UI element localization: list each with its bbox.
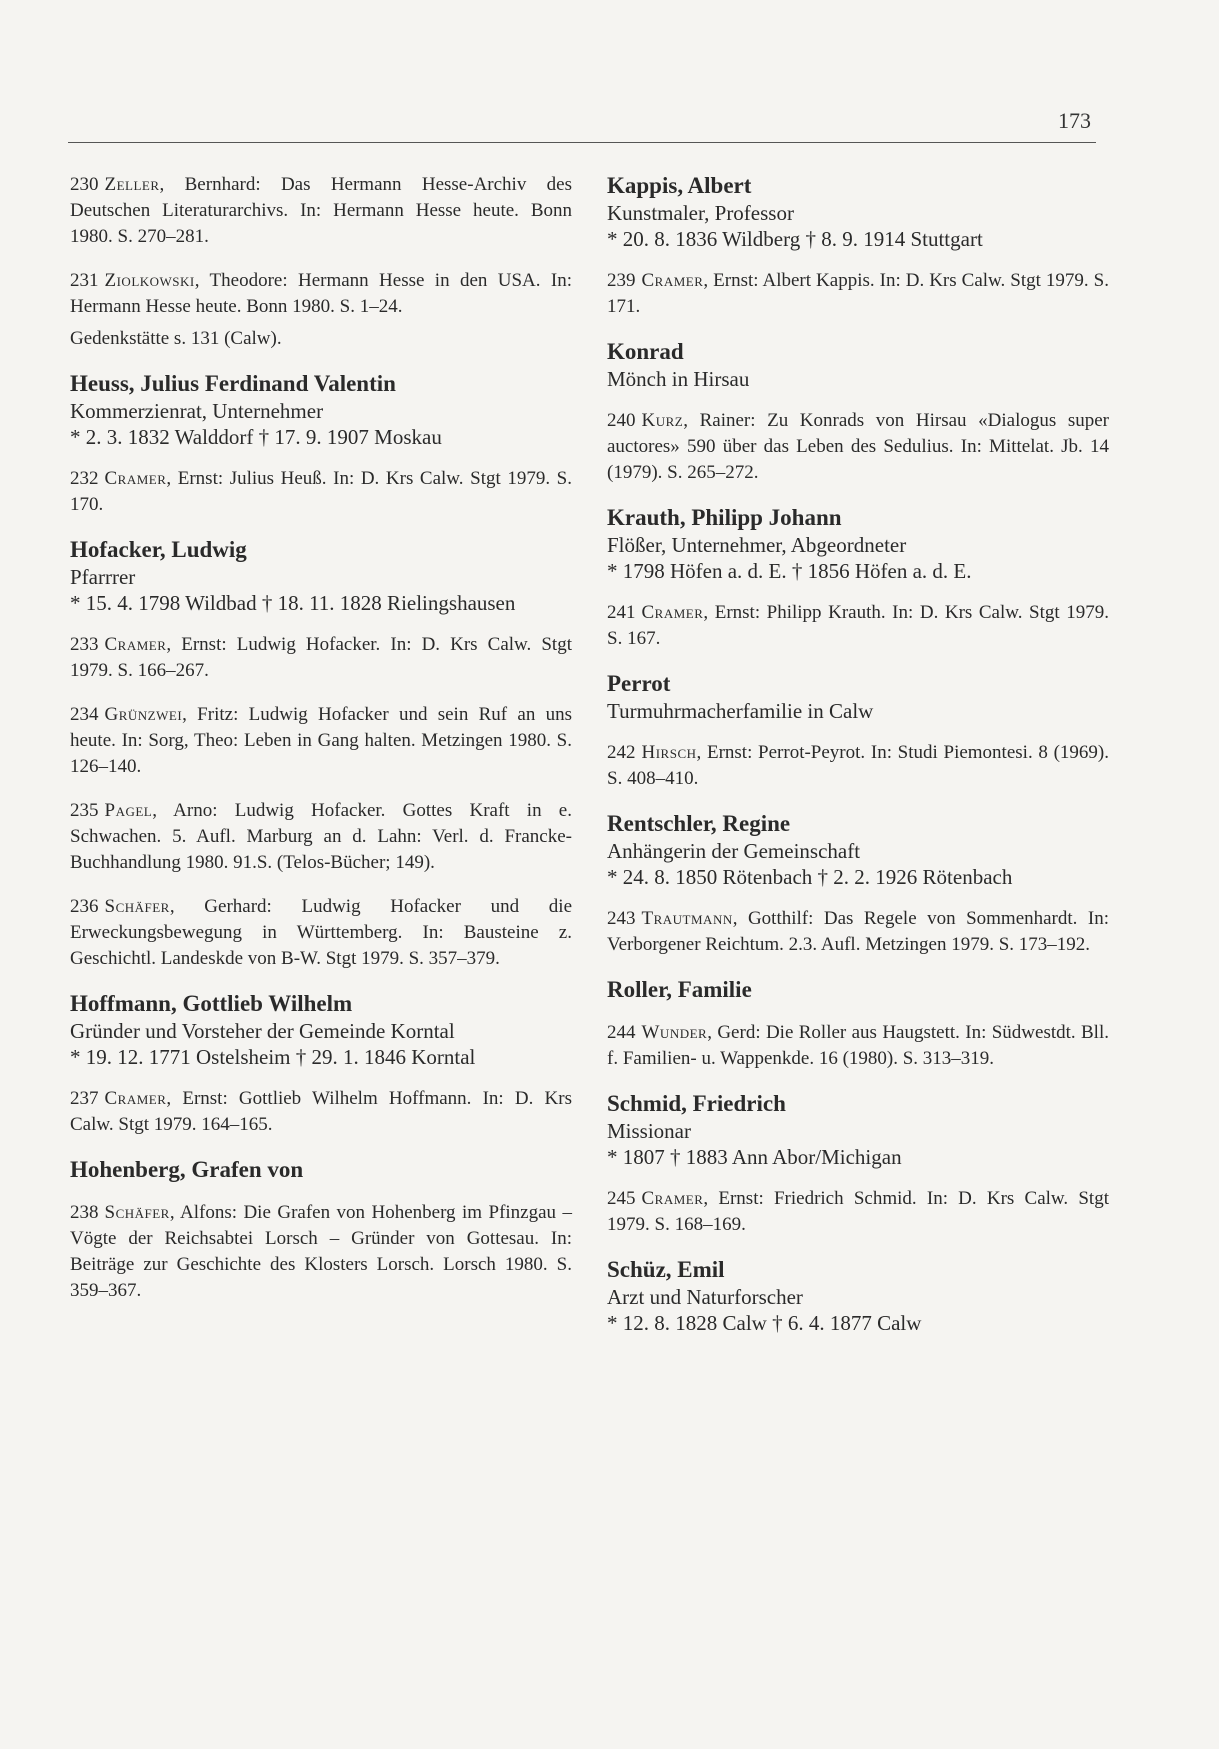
entry-author: Grünzwei	[104, 704, 183, 725]
person-heading	[607, 172, 1109, 252]
person-name: Perrot	[607, 671, 671, 696]
person-role: Kommerzienrat, Unternehmer	[70, 399, 324, 423]
person-heading	[607, 976, 1109, 1004]
person-name: Hofacker, Ludwig	[70, 537, 247, 562]
person-dates: * 20. 8. 1836 Wildberg † 8. 9. 1914 Stuttgart	[607, 227, 983, 251]
entry-text: , Ernst: Philipp Krauth. In: D. Krs Calw. Stgt 1979. S. 167.	[607, 602, 1109, 649]
person-dates: * 24. 8. 1850 Rötenbach † 2. 2. 1926 Rötenbach	[607, 865, 1013, 889]
person-heading	[70, 1156, 572, 1184]
person-role: Gründer und Vorsteher der Gemeinde Korntal	[70, 1019, 455, 1043]
entry-text: , Gerd: Die Roller aus Haugstett. In: Südwestdt. Bll. f. Familien- u. Wappenkde. 16 (1980). S. 313–319.	[607, 1022, 1109, 1069]
person-name: Kappis, Albert	[607, 173, 752, 198]
entry-text: , Theodore: Hermann Hesse in den USA. In: Hermann Hesse heute. Bonn 1980. S. 1–24.	[70, 270, 572, 317]
entry-text: , Gerhard: Ludwig Hofacker und die Erweckungsbewegung in Württemberg. In: Bausteine z. Geschichtl. Landeskde von B-W. Stgt 1979. S. 357–379.	[70, 896, 572, 969]
person-heading	[607, 1090, 1109, 1170]
bibliography-entry	[607, 1020, 1109, 1072]
entry-text: , Ernst: Perrot-Peyrot. In: Studi Piemontesi. 8 (1969). S. 408–410.	[607, 742, 1109, 789]
entry-text: , Ernst: Gottlieb Wilhelm Hoffmann. In: D. Krs Calw. Stgt 1979. 164–165.	[70, 1088, 572, 1135]
entry-number: 230	[70, 174, 99, 195]
person-role: Mönch in Hirsau	[607, 367, 750, 391]
entry-number: 234	[70, 704, 99, 725]
person-heading	[607, 504, 1109, 584]
person-name: Hohenberg, Grafen von	[70, 1157, 304, 1182]
entry-author: Schäfer	[104, 896, 170, 917]
page-number: 173	[1058, 108, 1091, 133]
entry-author: Cramer	[641, 602, 704, 623]
bibliography-entry	[70, 702, 572, 780]
entry-author: Cramer	[104, 468, 167, 489]
person-name: Schüz, Emil	[607, 1257, 725, 1282]
entry-author: Kurz	[641, 410, 684, 431]
person-name: Rentschler, Regine	[607, 811, 791, 836]
person-heading	[70, 990, 572, 1070]
entry-text: , Rainer: Zu Konrads von Hirsau «Dialogus super auctores» 590 über das Leben des Sedulius. In: Mittelat. Jb. 14 (1979). S. 265–272.	[607, 410, 1109, 483]
person-dates: * 15. 4. 1798 Wildbad † 18. 11. 1828 Rielingshausen	[70, 591, 516, 615]
bibliography-entry	[607, 906, 1109, 958]
entry-number: 244	[607, 1022, 636, 1043]
person-dates: * 1798 Höfen a. d. E. † 1856 Höfen a. d. E.	[607, 559, 972, 583]
person-dates: * 19. 12. 1771 Ostelsheim † 29. 1. 1846 Korntal	[70, 1045, 476, 1069]
bibliography-entry	[70, 632, 572, 684]
bibliography-entry	[607, 408, 1109, 486]
entry-text: , Ernst: Albert Kappis. In: D. Krs Calw. Stgt 1979. S. 171.	[607, 270, 1109, 317]
right-column	[607, 172, 1109, 1352]
entry-number: 231	[70, 270, 99, 291]
entry-number: 232	[70, 468, 99, 489]
person-role: Flößer, Unternehmer, Abgeordneter	[607, 533, 907, 557]
bibliography-entry	[70, 1086, 572, 1138]
person-role: Pfarrrer	[70, 565, 136, 589]
entry-text: , Ernst: Ludwig Hofacker. In: D. Krs Calw. Stgt 1979. S. 166–267.	[70, 634, 572, 681]
entry-text: , Arno: Ludwig Hofacker. Gottes Kraft in e. Schwachen. 5. Aufl. Marburg an d. Lahn: Verl. d. Francke-Buchhandlung 1980. 91.S. (Telos-Bücher; 149).	[70, 800, 572, 873]
person-dates: * 2. 3. 1832 Walddorf † 17. 9. 1907 Moskau	[70, 425, 442, 449]
entry-author: Cramer	[641, 1188, 704, 1209]
bibliography-entry	[70, 268, 572, 320]
bibliography-entry	[607, 600, 1109, 652]
entry-number: 237	[70, 1088, 99, 1109]
bibliography-entry	[607, 740, 1109, 792]
person-role: Turmuhrmacherfamilie in Calw	[607, 699, 874, 723]
entry-number: 235	[70, 800, 99, 821]
entry-text: , Fritz: Ludwig Hofacker und sein Ruf an uns heute. In: Sorg, Theo: Leben in Gang halten. Metzingen 1980. S. 126–140.	[70, 704, 572, 777]
entry-text: , Ernst: Julius Heuß. In: D. Krs Calw. Stgt 1979. S. 170.	[70, 468, 572, 515]
entry-text: , Gotthilf: Das Regele von Sommenhardt. In: Verborgener Reichtum. 2.3. Aufl. Metzingen 1979. S. 173–192.	[607, 908, 1109, 955]
entry-author: Schäfer	[104, 1202, 170, 1223]
entry-author: Ziolkowski	[104, 270, 195, 291]
entry-number: 233	[70, 634, 99, 655]
person-role: Anhängerin der Gemeinschaft	[607, 839, 861, 863]
person-heading	[607, 670, 1109, 724]
entry-number: 243	[607, 908, 636, 929]
entry-number: 245	[607, 1188, 636, 1209]
entry-number: 241	[607, 602, 636, 623]
bibliography-entry	[70, 894, 572, 972]
person-name: Roller, Familie	[607, 977, 752, 1002]
entry-text: , Ernst: Friedrich Schmid. In: D. Krs Calw. Stgt 1979. S. 168–169.	[607, 1188, 1109, 1235]
entry-author: Cramer	[641, 270, 704, 291]
entry-author: Cramer	[104, 1088, 167, 1109]
person-heading	[607, 810, 1109, 890]
cross-reference-note: Gedenkstätte s. 131 (Calw).	[70, 328, 282, 349]
entry-number: 240	[607, 410, 636, 431]
bibliography-entry	[70, 466, 572, 518]
person-dates: * 12. 8. 1828 Calw † 6. 4. 1877 Calw	[607, 1311, 922, 1335]
person-name: Heuss, Julius Ferdinand Valentin	[70, 371, 396, 396]
header-rule	[68, 142, 1096, 143]
bibliography-entry	[607, 1186, 1109, 1238]
entry-number: 242	[607, 742, 636, 763]
bibliography-entry	[70, 1200, 572, 1304]
entry-text: , Alfons: Die Grafen von Hohenberg im Pfinzgau – Vögte der Reichsabtei Lorsch – Gründer von Gottesau. In: Beiträge zur Geschichte des Klosters Lorsch. Lorsch 1980. S. 359–367.	[70, 1202, 572, 1301]
person-name: Schmid, Friedrich	[607, 1091, 786, 1116]
bibliography-entry	[70, 798, 572, 876]
person-heading	[70, 536, 572, 616]
person-heading	[607, 338, 1109, 392]
person-name: Krauth, Philipp Johann	[607, 505, 842, 530]
entry-number: 236	[70, 896, 99, 917]
entry-author: Cramer	[104, 634, 167, 655]
entry-text: , Bernhard: Das Hermann Hesse-Archiv des Deutschen Literaturarchivs. In: Hermann Hesse heute. Bonn 1980. S. 270–281.	[70, 174, 572, 247]
person-name: Konrad	[607, 339, 684, 364]
person-role: Missionar	[607, 1119, 691, 1143]
person-role: Arzt und Naturforscher	[607, 1285, 803, 1309]
person-name: Hoffmann, Gottlieb Wilhelm	[70, 991, 353, 1016]
entry-author: Wunder	[641, 1022, 708, 1043]
entry-author: Trautmann	[641, 908, 733, 929]
entry-author: Pagel	[104, 800, 153, 821]
bibliography-entry	[70, 172, 572, 250]
person-heading	[607, 1256, 1109, 1336]
bibliography-entry	[607, 268, 1109, 320]
person-heading	[70, 370, 572, 450]
person-dates: * 1807 † 1883 Ann Abor/Michigan	[607, 1145, 902, 1169]
person-role: Kunstmaler, Professor	[607, 201, 794, 225]
left-column	[70, 172, 572, 1322]
entry-number: 238	[70, 1202, 99, 1223]
entry-number: 239	[607, 270, 636, 291]
entry-author: Zeller	[104, 174, 160, 195]
entry-author: Hirsch	[641, 742, 697, 763]
